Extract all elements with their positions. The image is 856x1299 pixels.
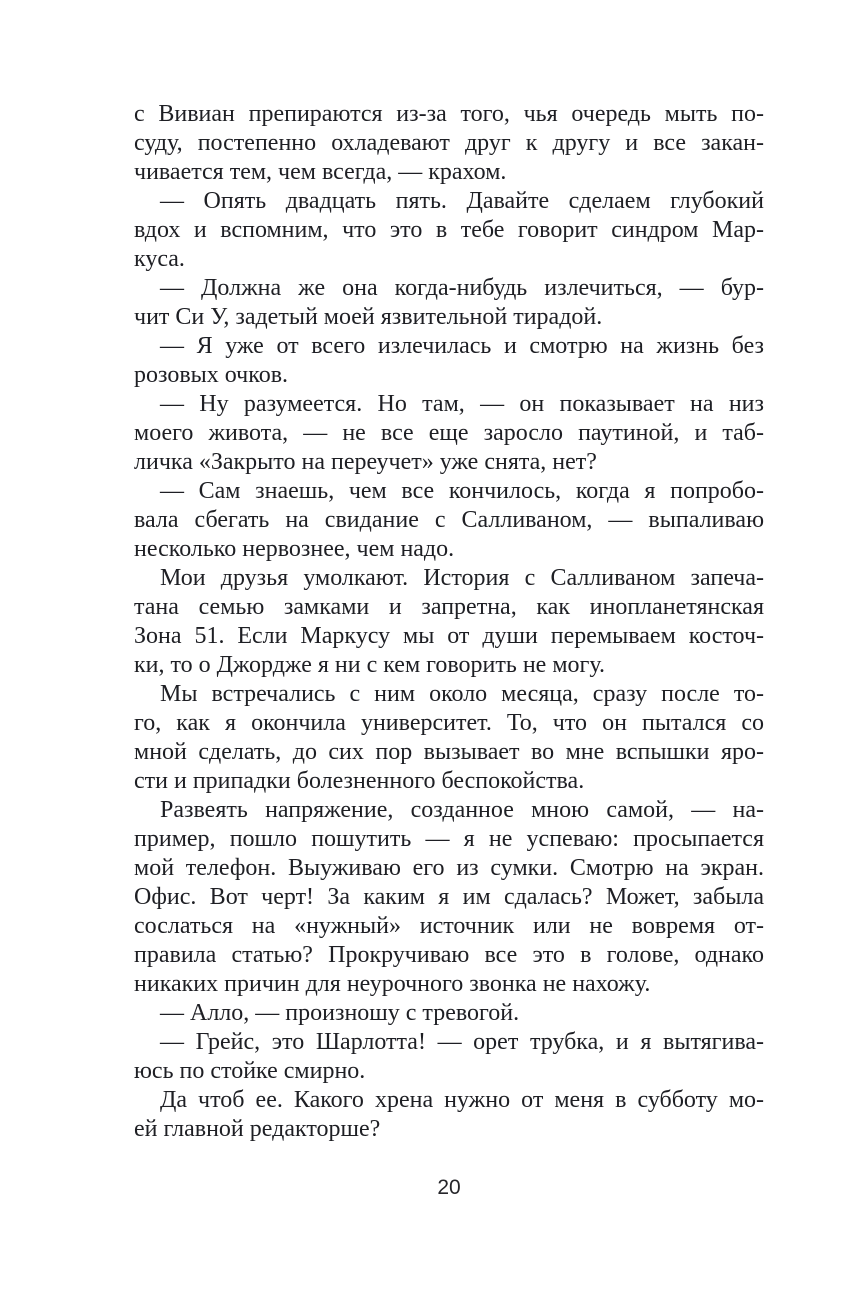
text-line: — Сам знаешь, чем все кончилось, когда я попробо- [160, 478, 764, 504]
paragraph [134, 1086, 764, 1144]
paragraph [134, 796, 764, 999]
text-line: Офис. Вот черт! За каким я им сдалась? Может, забыла [134, 884, 764, 910]
paragraph [134, 274, 764, 332]
text-line: с Вивиан препираются из-за того, чья очередь мыть по- [134, 101, 764, 127]
text-line: Зона 51. Если Маркусу мы от души перемываем косточ- [134, 623, 764, 649]
text-line: — Я уже от всего излечилась и смотрю на жизнь без [160, 333, 764, 359]
text-line: Мои друзья умолкают. История с Салливаном запеча- [160, 565, 764, 591]
text-line: суду, постепенно охладевают друг к другу и все закан- [134, 130, 764, 156]
text-line: — Ну разумеется. Но там, — он показывает на низ [160, 391, 764, 417]
paragraph [134, 187, 764, 274]
text-line: пример, пошло пошутить — я не успеваю: просыпается [134, 826, 764, 852]
text-line: мой телефон. Выуживаю его из сумки. Смотрю на экран. [134, 855, 764, 881]
text-line: Мы встречались с ним около месяца, сразу после то- [160, 681, 764, 707]
text-line: — Опять двадцать пять. Давайте сделаем глубокий [160, 188, 764, 214]
paragraph [134, 999, 764, 1028]
text-line: сти и припадки болезненного беспокойства. [134, 768, 585, 794]
text-line: личка «Закрыто на переучет» уже снята, нет? [134, 449, 597, 475]
text-line: ки, то о Джордже я ни с кем говорить не могу. [134, 652, 605, 678]
paragraph [134, 477, 764, 564]
text-line: — Грейс, это Шарлотта! — орет трубка, и я вытягива- [160, 1029, 764, 1055]
text-line: го, как я окончила университет. То, что он пытался со [134, 710, 764, 736]
text-line: сослаться на «нужный» источник или не вовремя от- [134, 913, 764, 939]
text-block [134, 100, 764, 1144]
text-line: чит Си У, задетый моей язвительной тирадой. [134, 304, 603, 330]
paragraph [134, 100, 764, 187]
text-line: — Алло, — произношу с тревогой. [160, 1000, 520, 1026]
text-line: юсь по стойке смирно. [134, 1058, 366, 1084]
text-line: Да чтоб ее. Какого хрена нужно от меня в субботу мо- [160, 1087, 764, 1113]
paragraph [134, 564, 764, 680]
text-line: несколько нервознее, чем надо. [134, 536, 455, 562]
page-number: 20 [437, 1176, 461, 1199]
text-line: правила статью? Прокручиваю все это в голове, однако [134, 942, 764, 968]
text-line: чивается тем, чем всегда, — крахом. [134, 159, 507, 185]
text-line: мной сделать, до сих пор вызывает во мне вспышки яро- [134, 739, 764, 765]
text-line: куса. [134, 246, 185, 272]
text-line: моего живота, — не все еще заросло паутиной, и таб- [134, 420, 764, 446]
text-line: вала сбегать на свидание с Салливаном, — выпаливаю [134, 507, 764, 533]
paragraph [134, 332, 764, 390]
text-line: никаких причин для неурочного звонка не нахожу. [134, 971, 651, 997]
paragraph [134, 680, 764, 796]
text-line: вдох и вспомним, что это в тебе говорит синдром Мар- [134, 217, 764, 243]
text-line: — Должна же она когда-нибудь излечиться, — бур- [160, 275, 764, 301]
text-line: Развеять напряжение, созданное мною самой, — на- [160, 797, 764, 823]
text-line: ей главной редакторше? [134, 1116, 381, 1142]
text-line: тана семью замками и запретна, как инопланетянская [134, 594, 764, 620]
paragraph [134, 390, 764, 477]
text-line: розовых очков. [134, 362, 289, 388]
paragraph [134, 1028, 764, 1086]
